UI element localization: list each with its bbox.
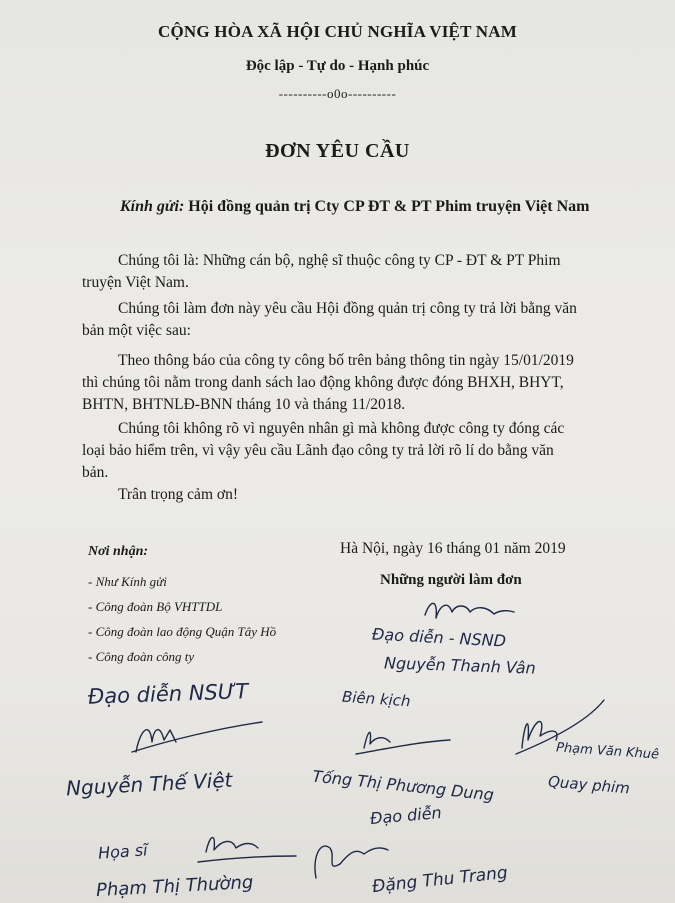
paragraph-line: BHTN, BHTNLĐ-BNN tháng 10 và tháng 11/2018. — [82, 396, 406, 413]
recipient-name: Hội đồng quản trị Cty CP ĐT & PT Phim truyện Việt Nam — [188, 198, 590, 215]
paragraph-line: Theo thông báo của công ty công bố trên bảng thông tin ngày 15/01/2019 — [118, 352, 574, 369]
recipient-item: - Công đoàn công ty — [88, 649, 195, 664]
handwritten-note: Họa sĩ — [97, 840, 149, 863]
recipients-heading: Nơi nhận: — [88, 544, 149, 559]
handwritten-note: Đặng Thu Trang — [371, 862, 509, 898]
signature-5 — [198, 837, 296, 862]
national-title: CỘNG HÒA XÃ HỘI CHỦ NGHĨA VIỆT NAM — [158, 22, 517, 41]
recipient-prefix: Kính gửi: — [120, 198, 185, 215]
handwritten-note: Nguyễn Thế Việt — [65, 767, 233, 801]
paragraph-line: Chúng tôi làm đơn này yêu cầu Hội đồng quản trị công ty trả lời bằng văn — [118, 300, 577, 317]
handwritten-note: Quay phim — [547, 772, 631, 798]
handwritten-note: Phạm Thị Thường — [95, 871, 254, 902]
paragraph-line: thì chúng tôi nằm trong danh sách lao động không được đóng BHXH, BHYT, — [82, 374, 564, 391]
signature-2 — [132, 722, 262, 752]
paragraph-line: bản một việc sau: — [82, 322, 191, 339]
signature-1 — [425, 603, 514, 618]
handwritten-note: Đạo diễn - NSND — [371, 624, 507, 651]
paragraph-line: Chúng tôi không rõ vì nguyên nhân gì mà không được công ty đóng các — [118, 420, 565, 437]
header-separator: ----------o0o---------- — [278, 86, 397, 101]
signers-heading: Những người làm đơn — [380, 572, 522, 588]
signature-6 — [315, 846, 388, 878]
document-title: ĐƠN YÊU CẦU — [265, 140, 410, 162]
handwritten-note: Phạm Văn Khuê — [555, 740, 660, 763]
paragraph-line: truyện Việt Nam. — [82, 274, 189, 291]
handwritten-note: Đạo diễn NSƯT — [87, 679, 249, 709]
signature-3 — [356, 732, 450, 754]
handwritten-note: Nguyễn Thanh Vân — [383, 653, 537, 678]
date-line: Hà Nội, ngày 16 tháng 01 năm 2019 — [340, 540, 566, 557]
recipient-item: - Như Kính gửi — [88, 574, 167, 589]
recipient-item: - Công đoàn lao động Quận Tây Hồ — [88, 624, 277, 639]
paragraph-line: bản. — [82, 464, 109, 481]
handwritten-note: Biên kịch — [341, 687, 412, 711]
paragraph-line: Chúng tôi là: Những cán bộ, nghệ sĩ thuộc công ty CP - ĐT & PT Phim — [118, 252, 561, 269]
handwritten-note: Đạo diễn — [369, 802, 443, 829]
handwritten-note: Tống Thị Phương Dung — [311, 766, 495, 805]
recipient-item: - Công đoàn Bộ VHTTDL — [88, 599, 223, 614]
national-motto: Độc lập - Tự do - Hạnh phúc — [245, 58, 430, 74]
paragraph-line: loại bảo hiểm trên, vì vậy yêu cầu Lãnh đạo công ty trả lời rõ lí do bằng văn — [82, 442, 554, 459]
paragraph-line: Trân trọng cảm ơn! — [118, 486, 238, 503]
